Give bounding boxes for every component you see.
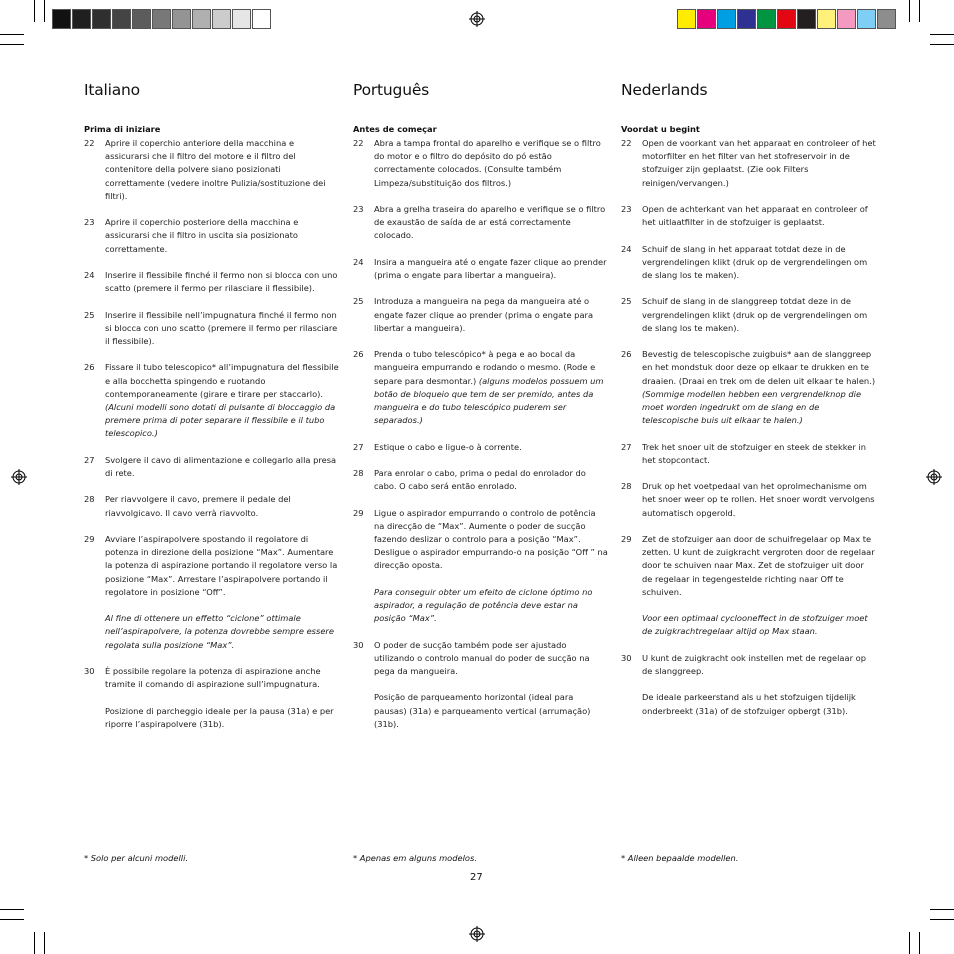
grayscale-color-bar (52, 9, 272, 29)
crop-mark (44, 932, 45, 954)
step-text: Trek het snoer uit de stofzuiger en steek de stekker in het stopcontact. (642, 441, 867, 465)
step-text-block (374, 639, 608, 731)
registration-mark-icon (926, 469, 942, 485)
crop-mark (930, 919, 954, 920)
instruction-item (621, 243, 876, 283)
instruction-list (621, 137, 876, 731)
step-italic-note: (Alcuni modelli sono dotati di pulsante di bloccaggio da premere prima di poter separare il flessibile e il tubo telescopico.) (105, 402, 336, 439)
instruction-item (621, 652, 876, 718)
instruction-item (621, 137, 876, 190)
step-text: O poder de sucção também pode ser ajustado utilizando o controlo manual do poder de sucção na pega da mangueira. (374, 639, 590, 676)
color-swatch (252, 9, 271, 29)
step-number: 26 (621, 349, 632, 360)
step-number: 28 (621, 481, 632, 492)
step-number: 30 (621, 652, 632, 663)
step-number: 29 (353, 507, 364, 518)
step-italic-note: (alguns modelos possuem um botão de bloqueio que tem de ser premido, antes da mangueira e do tubo telescópico puderem ser separados.) (374, 375, 604, 426)
step-number: 28 (353, 467, 364, 478)
color-swatch (697, 9, 716, 29)
color-swatch (857, 9, 876, 29)
registration-mark-icon (11, 469, 27, 485)
color-swatch (757, 9, 776, 29)
step-number: 23 (621, 204, 632, 214)
step-text-block (105, 665, 339, 731)
color-swatch (72, 9, 91, 29)
instruction-item (621, 480, 876, 520)
step-text: Svolgere il cavo di alimentazione e collegarlo alla presa di rete. (105, 454, 337, 478)
registration-mark-icon (469, 926, 485, 942)
language-heading: Italiano (84, 81, 140, 99)
instruction-list (353, 137, 608, 744)
step-text-block (374, 348, 608, 427)
color-swatch (132, 9, 151, 29)
color-swatch (737, 9, 756, 29)
instruction-item (621, 295, 876, 335)
instruction-item (353, 256, 608, 282)
footnote: * Solo per alcuni modelli. (84, 853, 189, 863)
step-text: Inserire il flessibile finché il fermo non si blocca con uno scatto (premere il fermo per rilasciare il flessibile). (105, 270, 338, 294)
step-text-block (105, 309, 339, 349)
color-swatch (92, 9, 111, 29)
cmyk-color-bar (677, 9, 897, 29)
section-title: Voordat u begint (621, 124, 700, 134)
step-number: 28 (84, 494, 95, 505)
instruction-item (621, 533, 876, 639)
step-text: Estique o cabo e ligue-o à corrente. (374, 441, 522, 452)
instruction-item (84, 137, 339, 203)
language-heading: Português (353, 81, 430, 99)
step-number: 23 (353, 204, 364, 214)
step-text-block (105, 269, 339, 295)
step-text: Inserire il flessibile nell’impugnatura finché il fermo non si blocca con uno scatto (premere il fermo per rilasciare il flessibile). (105, 309, 338, 346)
step-note: Voor een optimaal cyclooneffect in de stofzuiger moet de zuigkrachtregelaar altijd op Max staan. (642, 613, 868, 637)
step-text-block (374, 295, 608, 335)
crop-mark (919, 932, 920, 954)
crop-mark (909, 932, 910, 954)
color-swatch (837, 9, 856, 29)
step-text: Zet de stofzuiger aan door de schuifregelaar op Max te zetten. U kunt de zuigkracht vergroten door de regelaar door te schuiven naar Max. Zet de stofzuiger uit door de regelaar in tegengestelde richting naar Off te schuiven. (642, 533, 875, 597)
crop-mark (909, 0, 910, 22)
step-number: 29 (621, 533, 632, 544)
step-number: 23 (84, 217, 95, 228)
instruction-item (84, 216, 339, 256)
step-text: Druk op het voetpedaal van het oprolmechanisme om het snoer weer op te rollen. Het snoer wordt vervolgens automatisch opgerold. (642, 481, 875, 518)
step-text-block (642, 480, 876, 520)
step-text: Fissare il tubo telescopico* all’impugnatura del flessibile e alla bocchetta spingendo e ruotando contemporaneamente (girare e tirare per staccarlo). (105, 362, 339, 399)
color-swatch (172, 9, 191, 29)
instruction-item (353, 295, 608, 335)
step-text-block (374, 203, 608, 243)
color-swatch (192, 9, 211, 29)
instruction-item (621, 203, 876, 229)
crop-mark (0, 34, 24, 35)
crop-mark (930, 34, 954, 35)
step-text-block (374, 137, 608, 190)
instruction-list (84, 137, 339, 744)
step-number: 22 (621, 138, 632, 148)
color-swatch (777, 9, 796, 29)
step-text-block (105, 493, 339, 519)
crop-mark (34, 932, 35, 954)
step-text-block (105, 137, 339, 203)
step-text-block (374, 441, 608, 454)
step-text: Insira a mangueira até o engate fazer clique ao prender (prima o engate para libertar a mangueira). (374, 256, 607, 280)
step-text-block (642, 441, 876, 467)
step-text-block (642, 652, 876, 718)
step-number: 25 (84, 309, 95, 320)
instruction-item (84, 454, 339, 480)
footnote: * Apenas em alguns modelos. (353, 853, 477, 863)
step-text: Abra a grelha traseira do aparelho e verifique se o filtro de exaustão de saída de ar está correctamente colocado. (374, 204, 606, 241)
color-swatch (52, 9, 71, 29)
color-swatch (717, 9, 736, 29)
crop-mark (0, 919, 24, 920)
color-swatch (112, 9, 131, 29)
crop-mark (0, 909, 24, 910)
step-text-block (105, 533, 339, 652)
step-text: Bevestig de telescopische zuigbuis* aan de slanggreep en het mondstuk door deze op elkaar te drukken en te draaien. (Draai en trek om de delen uit elkaar te halen.) (642, 349, 876, 386)
step-text-block (642, 243, 876, 283)
instruction-item (621, 348, 876, 427)
step-text-block (642, 137, 876, 190)
instruction-item (353, 507, 608, 626)
instruction-item (84, 493, 339, 519)
step-text-block (642, 203, 876, 229)
step-number: 27 (353, 441, 364, 452)
step-number: 26 (84, 362, 95, 373)
step-text: Aprire il coperchio posteriore della macchina e assicurarsi che il filtro in uscita sia posizionato correttamente. (105, 217, 299, 254)
color-swatch (817, 9, 836, 29)
section-title: Prima di iniziare (84, 124, 161, 134)
step-number: 27 (621, 441, 632, 452)
step-text: Introduza a mangueira na pega da mangueira até o engate fazer clique ao prender (prima o engate para libertar a mangueira). (374, 296, 594, 333)
instruction-item (84, 309, 339, 349)
step-text: Per riavvolgere il cavo, premere il pedale del riavvolgicavo. Il cavo verrà riavvolto. (105, 494, 291, 518)
step-text: Ligue o aspirador empurrando o controlo de potência na direcção de “Max”. Aumente o poder de sucção fazendo deslizar o controlo para a posição “Max”. Desligue o aspirador empurrando-o na posição “Off ” na direcção oposta. (374, 507, 608, 571)
step-number: 24 (84, 270, 95, 280)
step-note: Al fine di ottenere un effetto “ciclone” ottimale nell’aspirapolvere, la potenza dovrebbe sempre essere regolata sulla posizione “Max”. (105, 613, 334, 650)
footnote: * Alleen bepaalde modellen. (621, 853, 739, 863)
crop-mark (919, 0, 920, 22)
step-text: È possibile regolare la potenza di aspirazione anche tramite il comando di aspirazione sull’impugnatura. (105, 665, 321, 690)
step-text: Schuif de slang in het apparaat totdat deze in de vergrendelingen klikt (druk op de vergrendelingen om de slang los te maken). (642, 243, 868, 280)
step-text: Open de achterkant van het apparaat en controleer of het uitlaatfilter in de stofzuiger is geplaatst. (642, 204, 868, 228)
step-number: 27 (84, 454, 95, 465)
crop-mark (930, 909, 954, 910)
color-swatch (877, 9, 896, 29)
instruction-item (84, 665, 339, 731)
color-swatch (232, 9, 251, 29)
step-text: Para enrolar o cabo, prima o pedal do enrolador do cabo. O cabo será então enrolado. (374, 467, 586, 492)
step-number: 25 (353, 296, 364, 307)
instruction-item (353, 137, 608, 190)
instruction-item (621, 441, 876, 467)
step-note: Para conseguir obter um efeito de ciclone óptimo no aspirador, a regulação de potência deve estar na posição “Max”. (374, 586, 593, 624)
step-text-block (642, 295, 876, 335)
section-title: Antes de começar (353, 124, 437, 134)
step-number: 24 (621, 243, 632, 254)
step-text-block (105, 216, 339, 256)
color-swatch (212, 9, 231, 29)
crop-mark (930, 44, 954, 45)
step-text-block (642, 348, 876, 427)
step-number: 30 (353, 639, 364, 650)
instruction-item (353, 639, 608, 731)
crop-mark (44, 0, 45, 22)
step-extra: Posição de parqueamento horizontal (ideal para pausas) (31a) e parqueamento vertical (arrumação) (31b). (374, 692, 591, 729)
step-extra: Posizione di parcheggio ideale per la pausa (31a) e per riporre l’aspirapolvere (31b). (105, 705, 334, 729)
color-swatch (797, 9, 816, 29)
step-text-block (105, 361, 339, 440)
step-text-block (374, 507, 608, 626)
step-number: 29 (84, 533, 95, 544)
step-number: 22 (353, 138, 364, 148)
step-number: 22 (84, 138, 95, 148)
step-number: 26 (353, 349, 364, 360)
step-text: U kunt de zuigkracht ook instellen met de regelaar op de slanggreep. (642, 652, 866, 676)
language-heading: Nederlands (621, 81, 708, 99)
step-number: 24 (353, 256, 364, 267)
step-number: 25 (621, 296, 632, 307)
crop-mark (34, 0, 35, 22)
instruction-item (84, 269, 339, 295)
step-extra: De ideale parkeerstand als u het stofzuigen tijdelijk onderbreekt (31a) of de stofzuiger opbergt (31b). (642, 692, 856, 716)
instruction-item (353, 203, 608, 243)
step-text-block (374, 256, 608, 282)
instruction-item (84, 533, 339, 652)
registration-mark-icon (469, 11, 485, 27)
instruction-item (353, 348, 608, 427)
step-text: Schuif de slang in de slanggreep totdat deze in de vergrendelingen klikt (druk op de vergrendelingen om de slang los te maken). (642, 296, 868, 333)
step-text: Prenda o tubo telescópico* à pega e ao bocal da mangueira empurrando e rodando o mesmo. (Rode e separe para desmontar.) (374, 349, 596, 386)
color-swatch (677, 9, 696, 29)
step-text-block (105, 454, 339, 480)
page-number: 27 (470, 872, 483, 883)
step-text: Aprire il coperchio anteriore della macchina e assicurarsi che il filtro del motore e il filtro del contenitore della polvere siano posizionati correttamente (vedere inoltre Pulizia/sostituzione dei filtri). (105, 138, 326, 201)
step-text: Abra a tampa frontal do aparelho e verifique se o filtro do motor e o filtro do depósito do pó estão correctamente colocados. (Consulte também Limpeza/substituição dos filtros.) (374, 138, 601, 188)
color-swatch (152, 9, 171, 29)
step-number: 30 (84, 665, 95, 676)
step-text-block (374, 467, 608, 493)
step-text-block (642, 533, 876, 639)
instruction-item (84, 361, 339, 440)
step-text: Open de voorkant van het apparaat en controleer of het motorfilter en het filter van het stofreservoir in de stofzuiger zijn geplaatst. (Zie ook Filters reinigen/vervangen.) (642, 138, 876, 188)
instruction-item (353, 467, 608, 493)
instruction-item (353, 441, 608, 454)
step-text: Avviare l’aspirapolvere spostando il regolatore di potenza in direzione della posizione “Max”. Aumentare la potenza di aspirazione portando il regolatore verso la posizione “Max”. Arrestare l’aspirapolvere portando il regolatore in posizione “Off”. (105, 533, 338, 597)
step-italic-note: (Sommige modellen hebben een vergrendelknop die moet worden ingedrukt om de slang en de telescopische buis uit elkaar te halen.) (642, 388, 862, 426)
crop-mark (0, 44, 24, 45)
